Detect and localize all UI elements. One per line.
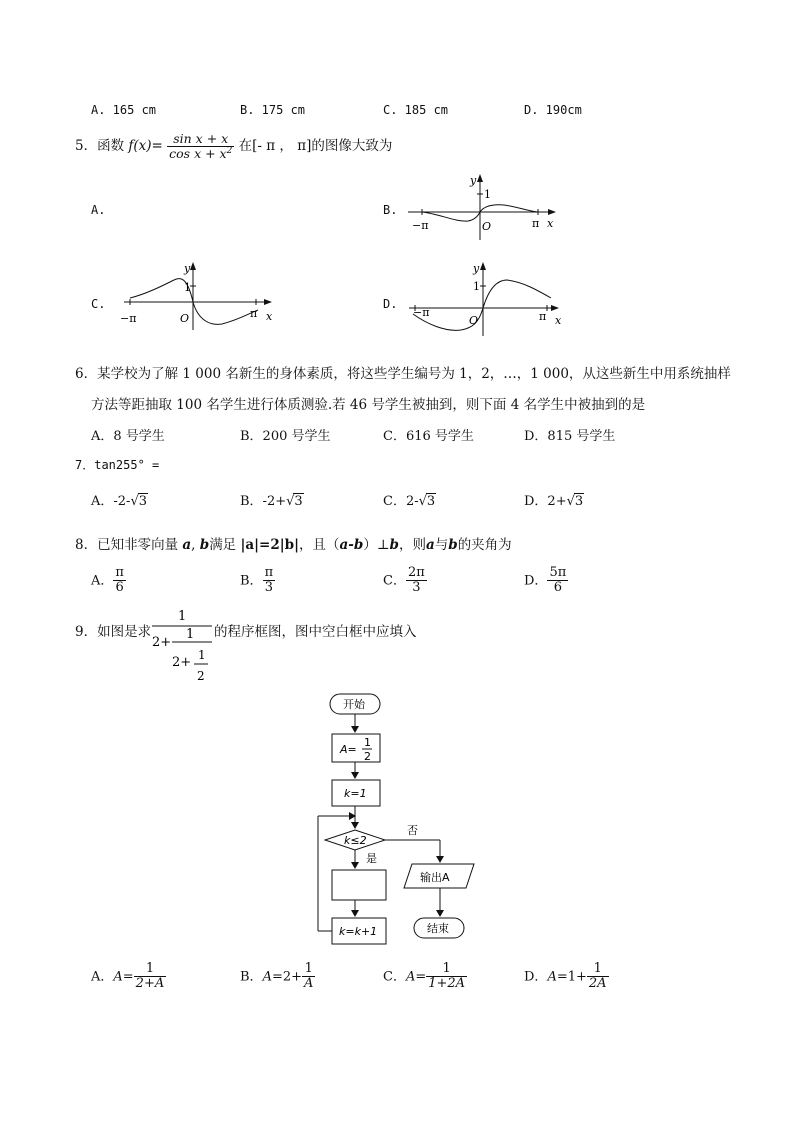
q5c-one: 1	[184, 281, 191, 294]
q7-option-b: B．-2+√3	[240, 494, 303, 509]
svg-text:k≤2: k≤2	[344, 834, 367, 847]
q6-option-c: C．616 号学生	[383, 429, 474, 444]
svg-text:1: 1	[364, 736, 371, 749]
q5d-axis-y: y	[473, 262, 480, 275]
q8-stem: 8．已知非零向量 a, b满足 |a|=2|b|，且（a-b）⊥b，则a与b的夹角为	[75, 537, 512, 553]
q5-option-b-label: B.	[383, 203, 398, 217]
q5d-neg-pi: −π	[413, 306, 430, 319]
q5-graph-b	[400, 170, 565, 245]
q4-option-a: A. 165 cm	[91, 103, 157, 117]
q5b-origin: O	[482, 220, 492, 233]
q5c-pi: π	[250, 307, 258, 320]
q5-option-d-label: D.	[383, 297, 398, 311]
svg-text:2+: 2+	[152, 635, 172, 650]
flow-blank-box	[332, 870, 386, 900]
q8-option-b: B． $\frac{\pi}{3}$	[240, 565, 274, 596]
q5d-one: 1	[473, 280, 480, 293]
q5d-axis-x: x	[555, 314, 562, 327]
q9-flowchart	[312, 690, 512, 955]
q5-stem	[75, 132, 392, 161]
svg-text:结束: 结束	[427, 922, 449, 935]
q5c-axis-y: y	[184, 262, 191, 275]
q4-option-b: B. 175 cm	[240, 103, 306, 117]
q8-option-a: A． $\frac{\pi}{6}$	[91, 565, 124, 596]
q7-option-c: C．2-√3	[383, 494, 436, 509]
svg-text:1: 1	[178, 609, 187, 624]
q9-option-c: C．A= $\frac{1}{1+2A}$	[383, 961, 466, 992]
q5-denominator: $\cos x + x^2$	[169, 145, 233, 161]
q5c-axis-x: x	[266, 310, 273, 323]
q9-option-a: A．A= $\frac{1}{2+A}$	[91, 961, 165, 992]
q5-tail: 在[- π ， π]的图像大致为	[238, 137, 393, 154]
q5d-origin: O	[469, 314, 479, 327]
q5b-axis-y: y	[470, 174, 477, 187]
q5d-pi: π	[539, 310, 547, 323]
svg-text:2+: 2+	[172, 655, 192, 670]
q7-option-a: A．-2-√3	[91, 494, 148, 509]
q5c-neg-pi: −π	[120, 312, 137, 325]
q9-tail: 的程序框图，图中空白框中应填入	[214, 624, 417, 640]
svg-text:输出A: 输出A	[420, 871, 450, 884]
q5b-neg-pi: −π	[412, 219, 429, 232]
svg-text:k=1: k=1	[344, 787, 367, 800]
q5-option-c-label: C.	[91, 297, 106, 311]
q6-line-1: 6．某学校为了解 1 000 名新生的身体素质，将这些学生编号为 1，2，…，1 000，从这些新生中用系统抽样	[75, 366, 731, 382]
q6-line-2: 方法等距抽取 100 名学生进行体质测验.若 46 号学生被抽到，则下面 4 名学生中被抽到的是	[91, 397, 646, 413]
svg-text:开始: 开始	[343, 698, 365, 711]
q5-numerator: sin x + x	[167, 132, 234, 147]
q5-function-name: f(x)=	[128, 137, 163, 154]
q9-option-d: D．A=1+ $\frac{1}{2A}$	[524, 961, 607, 992]
svg-text:2: 2	[364, 750, 371, 763]
q5-fraction	[167, 132, 234, 161]
q9-option-b: B．A=2+ $\frac{1}{A}$	[240, 961, 314, 992]
q5b-one: 1	[484, 188, 491, 201]
q5b-pi: π	[532, 217, 540, 230]
svg-text:否: 否	[407, 824, 418, 837]
q9-prefix: 9．如图是求	[75, 624, 152, 640]
q5-number: 5．函数	[75, 137, 125, 154]
svg-text:k=k+1: k=k+1	[339, 925, 378, 938]
q4-option-d: D. 190cm	[524, 103, 582, 117]
q8-option-c: C． $\frac{2\pi}{3}$	[383, 565, 425, 596]
q5-option-a-label: A.	[91, 203, 106, 217]
q5c-origin: O	[180, 312, 190, 325]
q8-option-d: D． $\frac{5\pi}{6}$	[524, 565, 567, 596]
svg-text:2: 2	[197, 669, 205, 683]
q7-stem: 7．tan255° =	[75, 458, 160, 472]
svg-text:是: 是	[366, 852, 377, 865]
q6-option-d: D．815 号学生	[524, 429, 616, 444]
q5-graph-d	[405, 258, 570, 338]
q5b-axis-x: x	[547, 217, 554, 230]
q4-option-c: C. 185 cm	[383, 103, 449, 117]
svg-text:1: 1	[198, 648, 206, 662]
svg-text:1: 1	[186, 627, 195, 642]
q6-option-a: A．8 号学生	[91, 429, 165, 444]
q6-option-b: B．200 号学生	[240, 429, 331, 444]
q5-graph-c	[118, 258, 283, 333]
svg-text:A=: A=	[340, 743, 357, 756]
q7-option-d: D．2+√3	[524, 494, 584, 509]
q9-continued-fraction	[150, 604, 220, 686]
